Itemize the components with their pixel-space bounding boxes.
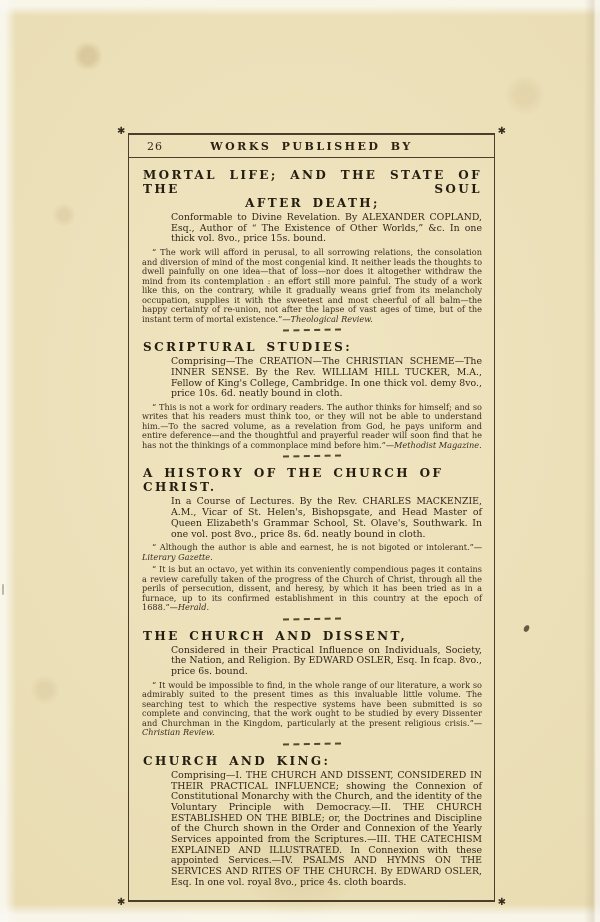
- page-number: 26: [147, 140, 163, 153]
- review-source: —Theological Review.: [282, 313, 373, 324]
- page-edge-mark: [2, 584, 4, 595]
- running-header: WORKS PUBLISHED BY: [210, 140, 413, 153]
- review-quote: [142, 403, 482, 451]
- review-source: —Methodist Magazine.: [385, 439, 482, 450]
- catalog-content: [129, 158, 494, 900]
- review-text: “ It would be impossible to find, in the whole range of our literature, a work so admirably suited to the present times as this invaluable little volume. The searching test to which the respective systems have been submitted is so complete and convincing, that the work ought to be studied by every Dissenter and Churchman in the Kingdom, particularly at the present religious crisis.”: [142, 679, 482, 728]
- book-title: A HISTORY OF THE CHURCH OF CHRIST.: [143, 466, 444, 495]
- review-source: —Christian Review.: [142, 717, 482, 738]
- review-quote: [142, 681, 482, 738]
- review-text: “ This is not a work for ordinary readers. The author thinks for himself; and so writes that his readers must think too, or they will not be able to understand him.—To the sacred volume, as a revelation from God, he pays uniform and entire deference—and the thoughtful and prayerful reader will soon find that he has not the thinkings of a commonplace mind before him.”: [142, 401, 482, 450]
- book-imprint: Conformable to Divine Revelation. By ALEXANDER COPLAND, Esq., Author of “ The Existence of Other Worlds,” &c. In one thick vol. 8vo., price 15s. bound.: [171, 212, 482, 245]
- book-title: THE CHURCH AND DISSENT,: [143, 628, 408, 643]
- running-header-row: [129, 135, 494, 158]
- book-title: CHURCH AND KING:: [143, 753, 331, 768]
- corner-ornament-icon: ✱: [497, 896, 506, 908]
- section-separator-rule: [283, 742, 341, 746]
- review-text: “ It is but an octavo, yet within its conveniently compendious pages it contains a review carefully taken of the progress of the Church of Christ, through all the perils of persecution, dissent, and heresy, by which it has been tried as in a furnace, up to its confirmed establishment in this country at the epoch of 1688.”: [142, 564, 482, 613]
- book-title: [143, 168, 482, 210]
- book-title-line: MORTAL LIFE; AND THE STATE OF THE SOUL: [143, 168, 482, 196]
- corner-ornament-icon: ✱: [497, 126, 506, 137]
- review-source: —Literary Gazette.: [142, 542, 482, 562]
- review-text: “ The work will afford in perusal, to all sorrowing relations, the consolation and diversion of mind of the most congenial kind. It neither leads the thoughts to dwell painfully on one idea—that of loss—nor does it altogether withdraw the mind from its contemplation : an effort still more painful. The study of a work like this, on the contrary, while it gradually weans grief from its melancholy occupation, supplies it with the sweetest and most cheerful of all balm—the happy certainty of re-union, not after the lapse of vast ages of time, but of the instant term of mortal existence.”: [142, 247, 482, 324]
- review-quote: [142, 248, 482, 324]
- book-entry: [142, 340, 482, 458]
- review-quote: [142, 565, 482, 613]
- section-separator-rule: [283, 329, 341, 333]
- book-imprint: Comprising—I. THE CHURCH AND DISSENT, CONSIDERED IN THEIR PRACTICAL INFLUENCE; showing the Connexion of Constitutional Monarchy with the Church, and the identity of the Voluntary Principle with Democracy.—II. THE CHURCH ESTABLISHED ON THE BIBLE; or, the Doctrines and Discipline of the Church shown in the Order and Connexion of the Yearly Services appointed from the Scriptures.—III. THE CATECHISM EXPLAINED AND ILLUSTRATED. In Connexion with these appointed Services.—IV. PSALMS AND HYMNS ON THE SERVICES AND RITES OF THE CHURCH. By EDWARD OSLER, Esq. In one vol. royal 8vo., price 4s. cloth boards.: [171, 769, 482, 888]
- section-separator-rule: [283, 455, 341, 459]
- book-imprint: In a Course of Lectures. By the Rev. CHARLES MACKENZIE, A.M., Vicar of St. Helen's, Bishopsgate, and Head Master of Queen Elizabeth's Grammar School, St. Olave's, Southwark. In one vol. post 8vo., price 8s. 6d. neatly bound in cloth.: [171, 496, 482, 540]
- page-border: [117, 126, 506, 908]
- book-title: SCRIPTURAL STUDIES:: [143, 340, 353, 355]
- book-imprint: Considered in their Practical Influence on Individuals, Society, the Nation, and Religion. By EDWARD OSLER, Esq. In fcap. 8vo., price 6s. bound.: [171, 644, 482, 678]
- review-source: —Herald.: [169, 602, 210, 613]
- ink-speck-stain: [523, 624, 530, 632]
- book-title-line: AFTER DEATH;: [245, 196, 380, 210]
- review-text: “ Although the author is able and earnest, he is not bigoted or intolerant.”: [152, 542, 474, 553]
- corner-ornament-icon: ✱: [117, 126, 126, 137]
- book-entry: [142, 168, 482, 332]
- corner-ornament-icon: ✱: [117, 896, 126, 908]
- book-entry: [142, 754, 482, 889]
- book-entry: [142, 629, 482, 746]
- review-quote: [142, 543, 482, 562]
- book-imprint: Comprising—The CREATION—The CHRISTIAN SCHEME—The INNER SENSE. By the Rev. WILLIAM HILL TUCKER, M.A., Fellow of King's College, Cambridge. In one thick vol. demy 8vo., price 10s. 6d. neatly bound in cloth.: [171, 356, 482, 400]
- section-separator-rule: [283, 617, 341, 621]
- book-entry: [142, 466, 482, 620]
